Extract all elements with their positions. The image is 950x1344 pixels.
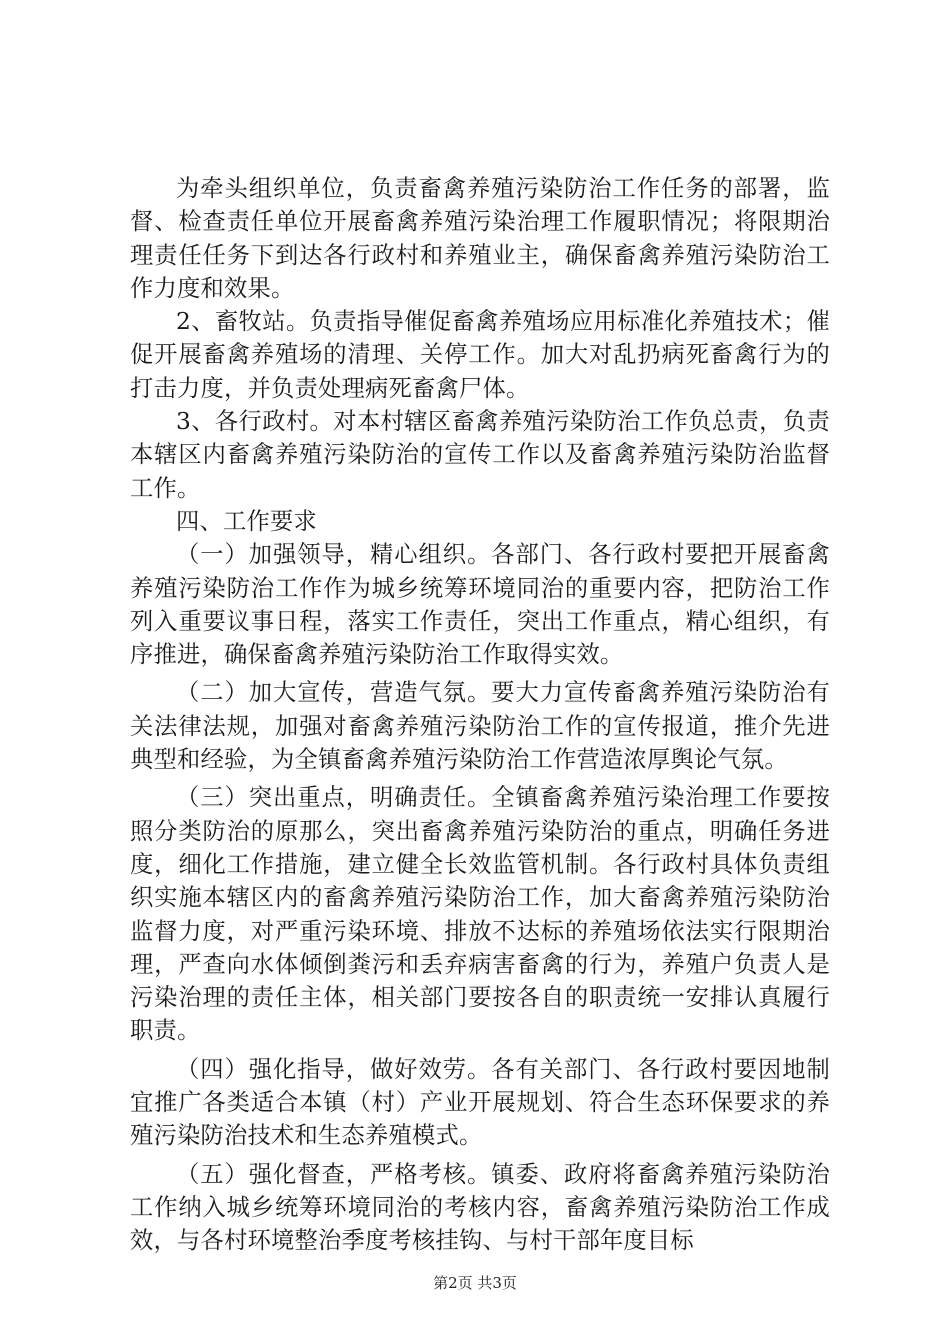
paragraph-requirement-3: （三）突出重点，明确责任。全镇畜禽养殖污染治理工作要按照分类防治的原那么，突出畜禽养殖污染防治的重点，明确任务进度，细化工作措施，建立健全长效监管机制。各行政村具体负责组织实施本辖区内的畜禽养殖污染防治工作，加大畜禽养殖污染防治监督力度，对严重污染环境、排放不达标的养殖场依法实行限期治理，严查向水体倾倒粪污和丢弃病害畜禽的行为，养殖户负责人是污染治理的责任主体，相关部门要按各自的职责统一安排认真履行职责。 xyxy=(130,784,830,1045)
paragraph-2: 2、畜牧站。负责指导催促畜禽养殖场应用标准化养殖技术；催促开展畜禽养殖场的清理、关停工作。加大对乱扔病死畜禽行为的打击力度，并负责处理病死畜禽尸体。 xyxy=(130,308,830,402)
paragraph-requirement-2: （二）加大宣传，营造气氛。要大力宣传畜禽养殖污染防治有关法律法规，加强对畜禽养殖污染防治工作的宣传报道，推介先进典型和经验，为全镇畜禽养殖污染防治工作营造浓厚舆论气氛。 xyxy=(130,679,830,774)
paragraph-3: 3、各行政村。对本村辖区畜禽养殖污染防治工作负总责，负责本辖区内畜禽养殖污染防治的宣传工作以及畜禽养殖污染防治监督工作。 xyxy=(130,408,830,502)
page-number-footer: 第2页 共3页 xyxy=(433,1274,517,1292)
paragraph-requirement-1: （一）加强领导，精心组织。各部门、各行政村要把开展畜禽养殖污染防治工作作为城乡统筹环境同治的重要内容，把防治工作列入重要议事日程，落实工作责任，突出工作重点，精心组织，有序推进，确保畜禽养殖污染防治工作取得实效。 xyxy=(130,541,830,669)
paragraph-requirement-5: （五）强化督查，严格考核。镇委、政府将畜禽养殖污染防治工作纳入城乡统筹环境同治的考核内容，畜禽养殖污染防治工作成效，与各村环境整治季度考核挂钩、与村干部年度目标 xyxy=(130,1160,830,1255)
section-heading-work-requirements: 四、工作要求 xyxy=(176,507,317,535)
document-body xyxy=(130,172,830,1258)
paragraph-requirement-4: （四）强化指导，做好效劳。各有关部门、各行政村要因地制宜推广各类适合本镇（村）产业开展规划、符合生态环保要求的养殖污染防治技术和生态养殖模式。 xyxy=(130,1055,830,1150)
paragraph-1: 为牵头组织单位，负责畜禽养殖污染防治工作任务的部署，监督、检查责任单位开展畜禽养殖污染治理工作履职情况；将限期治理责任任务下到达各行政村和养殖业主，确保畜禽养殖污染防治工作力度和效果。 xyxy=(130,175,830,302)
